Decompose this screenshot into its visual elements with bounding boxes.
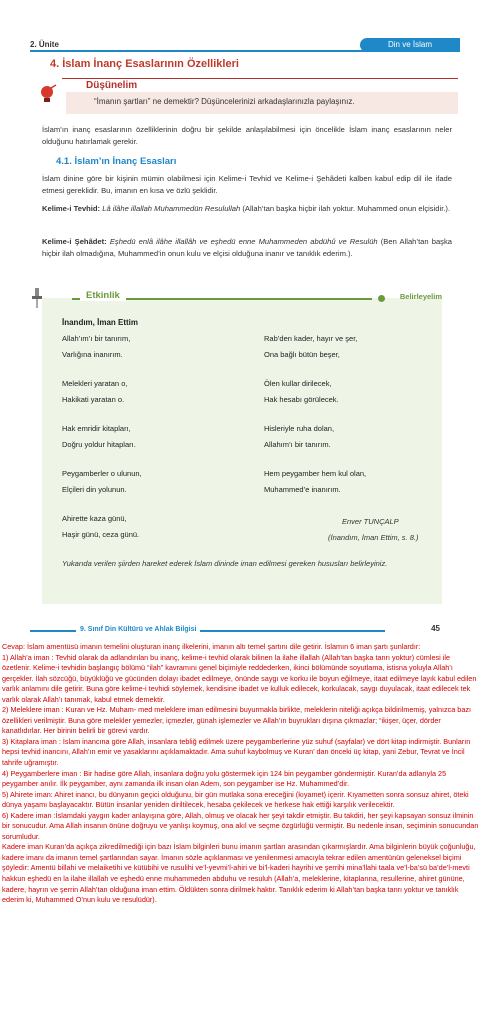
tevhid-meaning: (Allah’tan başka hiçbir ilah yoktur. Muhammed onun elçisidir.). bbox=[242, 204, 451, 213]
poem-line-right: Muhammed’e inanırım. bbox=[264, 485, 341, 494]
bullet-dot-icon bbox=[378, 295, 385, 302]
answer-paragraph: 5) Ahirete iman: Ahiret inancı, bu dünyanın geçici olduğunu, bir gün mutlaka sona ereceğini (kıyamet) içerir. Kıyametten sonra sonsuz ahiret, öteki dünya yaşamı başlayacaktır. Bütün insanlar yeniden diriltilecek, hesaba çekilecek ve herkese hak ettiği karşılık verilecektir. bbox=[2, 789, 469, 810]
activity-label: Etkinlik bbox=[80, 290, 126, 301]
tevhid-label: Kelime-i Tevhid: bbox=[42, 204, 101, 213]
pushpin-icon bbox=[30, 288, 44, 308]
tevhid-paragraph bbox=[42, 203, 452, 215]
unit-tag: Din ve İslam bbox=[360, 38, 460, 52]
poem-line-right: Ona bağlı bütün beşer, bbox=[264, 350, 340, 359]
poem-line-left: Hak emridir kitapları, bbox=[62, 424, 131, 433]
activity-label-right: Belirleyelim bbox=[399, 292, 442, 301]
think-box bbox=[38, 78, 458, 116]
tevhid-arabic: Lâ ilâhe illallah Muhammedün Resulullah bbox=[102, 204, 241, 213]
lightbulb-icon bbox=[38, 84, 58, 106]
poem-author: Enver TUNÇALP bbox=[342, 517, 399, 526]
section-title: 4. İslam İnanç Esaslarının Özellikleri bbox=[50, 58, 239, 70]
poem-line-right: Rab’den kader, hayır ve şer, bbox=[264, 334, 358, 343]
answer-paragraph: Kadere iman Kuran’da açıkça zikredilmediği için bazı İslam bilginleri bunu imanın şartları arasından çıkarmışlardır. Ama bilginlerin büyük çoğunluğu, kadere imanı da imanın temel şartlarından sayar. İmanın sözle açıklanması ve yenilenmesi amacıyla tekrar edilen amentünün geleneksel biçimi şöyledir: Amentü billahi ve melaiketihi ve kütübihi ve rusulihi ve’l-yevmi’l-ahiri ve bi’l-kaderi hayrihi ve şerrihi mina’llahi taala ve’l-ba’sü ba’de’l-mevti hakkun eşhedü en la ilahe illallah ve eşhedü enne muhammeden abduhu ve resuluh (Allah’a, meleklerine, kitaplarına, resullerine, ahiret gününe, kadere, hayrın ve şerrin Allah’tan olduğuna iman ettim. Öldükten sonra dirilmek haktır. Tanıklık ederim ki Allah’tan başka tanrı yoktur ve tanıklık ederim ki, Muhammed O’nun kulu ve resulüdür). bbox=[2, 842, 476, 905]
think-label: Düşünelim bbox=[86, 80, 138, 91]
poem-line-right: Allahım’ı bir tanırım. bbox=[264, 440, 331, 449]
poem-line-left: Haşir günü, ceza günü. bbox=[62, 530, 140, 539]
poem-line-left: Peygamberler o ulunun, bbox=[62, 469, 142, 478]
activity-task: Yukarıda verilen şiirden hareket ederek İslam dininde iman edilmesi gereken hususları belirleyiniz. bbox=[62, 559, 388, 568]
subsection-title: 4.1. İslam’ın İnanç Esasları bbox=[56, 156, 177, 167]
poem-line-left: Hakikati yaratan o. bbox=[62, 395, 125, 404]
answer-paragraph: 3) Kitaplara iman : İslam inancına göre Allah, insanlara tebliğ edilmek üzere peygamberlerine yüz suhuf (sayfalar) ve dört kitap indirmiştir. Bunların hepsi tevhid inancını, Allah’ın emir ve yasaklarını açıklamaktadır. Ama suhuf kaybolmuş ve Kuran’ dan önceki üç kitap, yani Zebur, Tevrat ve İncil tahrife uğramıştır. bbox=[2, 736, 471, 768]
poem-line-left: Varlığına inanırım. bbox=[62, 350, 123, 359]
sehadet-label: Kelime-i Şehâdet: bbox=[42, 237, 107, 246]
page-header bbox=[30, 38, 460, 52]
poem-line-left: Melekleri yaratan o, bbox=[62, 379, 128, 388]
poem-line-right: Hak hesabı görülecek. bbox=[264, 395, 339, 404]
poem-line-left: Allah’ım’ı bir tanırım, bbox=[62, 334, 131, 343]
poem-line-left: Ahirette kaza günü, bbox=[62, 514, 127, 523]
footer-text: 9. Sınıf Din Kültürü ve Ahlak Bilgisi bbox=[76, 626, 200, 633]
sehadet-meaning: (Ben Allah’tan başka hiçbir ilah olmadığına, Muhammed’in onun kulu ve elçisi olduğuna inanır ve tanıklık ederim.). bbox=[42, 237, 452, 258]
poem-line-left: Elçileri din yolunun. bbox=[62, 485, 127, 494]
answer-paragraph: Cevap: İslam amentüsü imanın temelini oluşturan inanç ilkelerini, imanın altı temel şartını dile getirir. İslamın 6 iman şartı şunlardır: bbox=[2, 642, 421, 651]
page-footer bbox=[30, 624, 460, 638]
sehadet-arabic: Eşhedü enlâ ilâhe illallâh ve eşhedü enne Muhammeden abdühû ve Resulüh bbox=[109, 237, 378, 246]
sehadet-paragraph bbox=[42, 236, 452, 260]
unit-label: 2. Ünite bbox=[30, 40, 59, 49]
poem-source: (İnandım, İman Ettim, s. 8.) bbox=[328, 533, 419, 542]
answer-paragraph: 1) Allah’a iman : Tevhid olarak da adlandırılan bu inanç, kelime-i tevhid olarak bilinen la ilahe illallah (Allah’tan başka tanrı yoktur) cümlesi ile özetlenir. Kelime-i tevhidin başlangıç bölümü “ilah” kavramını genel biçimiyle reddederken, ikinci bölümünde soyutlama, istisna yoluyla Allah’ı gerçekler. İlah sözcüğü, büyüklüğü ve gücünden dolayı ibadet edilmeye, önünde saygı ve korku ile boyun eğilmeye, itaat edilmeye layık kabul edilen varlık anlamını dile getirir. Buna göre kelime-i tevhidi söylemek, kendisine ibadet ve kulluk edilecek, korkulacak, saygı duyulacak, itaat edilecek tek varlık olarak Allah’ı tanımak, kabul etmek demektir. bbox=[2, 652, 477, 704]
answer-text bbox=[0, 642, 483, 906]
intro-paragraph: İslam’ın inanç esaslarının özelliklerinin doğru bir şekilde anlaşılabilmesi için öncelikle İslam inanç esaslarının neler olduğunu hatırlamak gerekir. bbox=[42, 125, 452, 146]
header-rule bbox=[30, 50, 370, 52]
poem-line-left: Doğru yoldur hitapları. bbox=[62, 440, 136, 449]
poem-line-right: Hem peygamber hem kul olan, bbox=[264, 469, 367, 478]
poem-line-right: Ölen kullar dirilecek, bbox=[264, 379, 332, 388]
activity-box bbox=[42, 288, 442, 606]
think-question: “İmanın şartları” ne demektir? Düşüncelerinizi arkadaşlarınızla paylaşınız. bbox=[94, 97, 355, 106]
answer-paragraph: 6) Kadere iman :İslamdaki yaygın kader anlayışına göre, Allah, olmuş ve olacak her şeyi takdir etmiştir. Bu takdiri, her şeyi kapsayan sonsuz ilminin bir sonucudur. Ama Allah insanın önüne doğruyu ve yanlışı koymuş, ona akıl ve seçme özgürlüğü vermiştir. Bu nedenle insan, seçiminin sonucundan sorumludur. bbox=[2, 810, 479, 841]
poem-line-right: Hisleriyle ruha dolan, bbox=[264, 424, 335, 433]
page-number: 45 bbox=[431, 624, 440, 633]
poem-title: İnandım, İman Ettim bbox=[62, 318, 139, 327]
paragraph-2: İslam dinine göre bir kişinin mümin olabilmesi için Kelime-i Tevhid ve Kelime-i Şehâdeti kalben kabul edip dil ile ifade etmesi gereklidir. Bu, imanın en kısa ve özlü şeklidir. bbox=[42, 174, 452, 195]
answer-paragraph: 2) Meleklere iman : Kuran ve Hz. Muham- med meleklere iman edilmesini buyurmakla birlikte, meleklerin niteliği açıkça bildirilmemiş, yalnızca bazı özellikleri verilmiştir. Buna göre melekler yemezler, içmezler, günah işlemezler ve Allah’ın buyrukları dışına çıkmazlar; “ikişer, üçer, dörder kanatlıdırlar. Her birinin belirli bir görevi vardır. bbox=[2, 705, 472, 736]
answer-paragraph: 4) Peygamberlere iman : Bir hadise göre Allah, insanlara doğru yolu göstermek için 124 bin peygamber göndermiştir. Kuran’da adlarıyla 25 peygamber anılır. İlk peygamber, aynı zamanda ilk insan olan Adem, son peygamber ise Hz. Muhammed’dir. bbox=[2, 768, 447, 789]
